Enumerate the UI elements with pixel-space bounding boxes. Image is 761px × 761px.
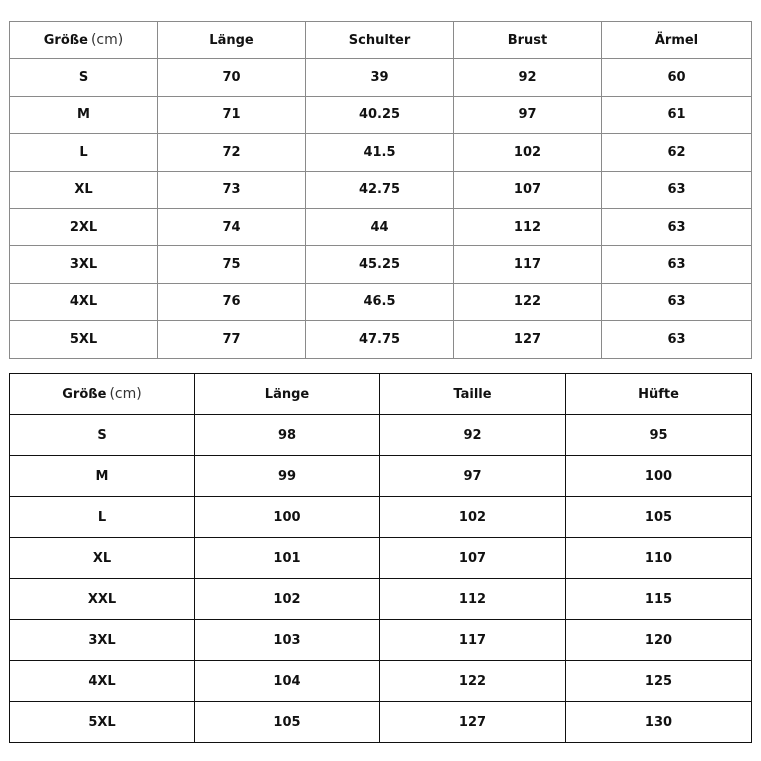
table-cell: L (10, 134, 158, 171)
table-row (10, 208, 752, 245)
table-row (10, 620, 752, 661)
table-cell: 63 (602, 321, 752, 358)
table-cell: 42.75 (306, 171, 454, 208)
header-cell-size (10, 374, 195, 415)
table-cell: 112 (454, 208, 602, 245)
table-cell: 112 (380, 579, 566, 620)
header-label: Größe (43, 33, 88, 49)
table-cell: 100 (566, 456, 752, 497)
table-cell: 44 (306, 208, 454, 245)
header-cell-chest: Brust (454, 22, 602, 59)
table-cell: 71 (158, 96, 306, 133)
table-cell: 117 (454, 246, 602, 283)
table-cell: 100 (195, 497, 380, 538)
header-cell-sleeve: Ärmel (602, 22, 752, 59)
header-cell-shoulder: Schulter (306, 22, 454, 59)
table-cell: 130 (566, 702, 752, 743)
table-row (10, 538, 752, 579)
table-cell: 107 (380, 538, 566, 579)
table-cell: 127 (380, 702, 566, 743)
table-cell: 98 (195, 415, 380, 456)
table-cell: 74 (158, 208, 306, 245)
table-cell: 97 (380, 456, 566, 497)
table-cell: 46.5 (306, 283, 454, 320)
table-row (10, 171, 752, 208)
header-cell-size (10, 22, 158, 59)
table-cell: 101 (195, 538, 380, 579)
table-cell: 70 (158, 59, 306, 96)
header-row (10, 374, 752, 415)
table-cell: 125 (566, 661, 752, 702)
table-cell: 2XL (10, 208, 158, 245)
table-cell: 63 (602, 246, 752, 283)
size-chart-top (9, 21, 752, 359)
header-cell-length: Länge (158, 22, 306, 59)
header-unit: (cm) (109, 386, 142, 402)
table-cell: 62 (602, 134, 752, 171)
table-row (10, 59, 752, 96)
table-cell: 63 (602, 283, 752, 320)
table-cell: 110 (566, 538, 752, 579)
table-cell: 107 (454, 171, 602, 208)
table-cell: 4XL (10, 283, 158, 320)
table-row (10, 579, 752, 620)
table-row (10, 321, 752, 358)
table-cell: 120 (566, 620, 752, 661)
table-cell: 102 (380, 497, 566, 538)
table-cell: 3XL (10, 620, 195, 661)
table-cell: 45.25 (306, 246, 454, 283)
table-row (10, 702, 752, 743)
table-cell: 105 (566, 497, 752, 538)
table-row (10, 283, 752, 320)
table-cell: 72 (158, 134, 306, 171)
table-cell: 104 (195, 661, 380, 702)
table-row (10, 134, 752, 171)
table-cell: 122 (380, 661, 566, 702)
table-cell: 63 (602, 208, 752, 245)
table-cell: 77 (158, 321, 306, 358)
table-cell: 40.25 (306, 96, 454, 133)
table-cell: 102 (454, 134, 602, 171)
table-row (10, 661, 752, 702)
table-cell: 5XL (10, 321, 158, 358)
table-cell: 75 (158, 246, 306, 283)
table-row (10, 246, 752, 283)
table-cell: 97 (454, 96, 602, 133)
table-cell: 117 (380, 620, 566, 661)
table-cell: S (10, 415, 195, 456)
table-cell: 122 (454, 283, 602, 320)
table-cell: 73 (158, 171, 306, 208)
header-cell-waist: Taille (380, 374, 566, 415)
table-row (10, 415, 752, 456)
header-unit: (cm) (90, 32, 124, 49)
table-cell: 61 (602, 96, 752, 133)
table-cell: 92 (454, 59, 602, 96)
table-cell: 3XL (10, 246, 158, 283)
table-cell: 4XL (10, 661, 195, 702)
table-cell: 63 (602, 171, 752, 208)
table-cell: L (10, 497, 195, 538)
size-chart-bottom (9, 373, 752, 743)
table-row (10, 96, 752, 133)
table-cell: 102 (195, 579, 380, 620)
header-cell-length: Länge (195, 374, 380, 415)
table-row (10, 456, 752, 497)
table-row (10, 497, 752, 538)
table-cell: XL (10, 538, 195, 579)
table-cell: 60 (602, 59, 752, 96)
header-cell-hip: Hüfte (566, 374, 752, 415)
table-cell: 76 (158, 283, 306, 320)
table-cell: M (10, 456, 195, 497)
table-cell: 127 (454, 321, 602, 358)
table-cell: 39 (306, 59, 454, 96)
table-cell: XXL (10, 579, 195, 620)
table-cell: S (10, 59, 158, 96)
table-cell: XL (10, 171, 158, 208)
table-cell: M (10, 96, 158, 133)
table-cell: 95 (566, 415, 752, 456)
table-cell: 47.75 (306, 321, 454, 358)
table-cell: 105 (195, 702, 380, 743)
table-cell: 99 (195, 456, 380, 497)
table-cell: 115 (566, 579, 752, 620)
header-row (10, 22, 752, 59)
table-cell: 103 (195, 620, 380, 661)
table-cell: 92 (380, 415, 566, 456)
header-label: Größe (62, 387, 107, 402)
table-cell: 41.5 (306, 134, 454, 171)
table-cell: 5XL (10, 702, 195, 743)
